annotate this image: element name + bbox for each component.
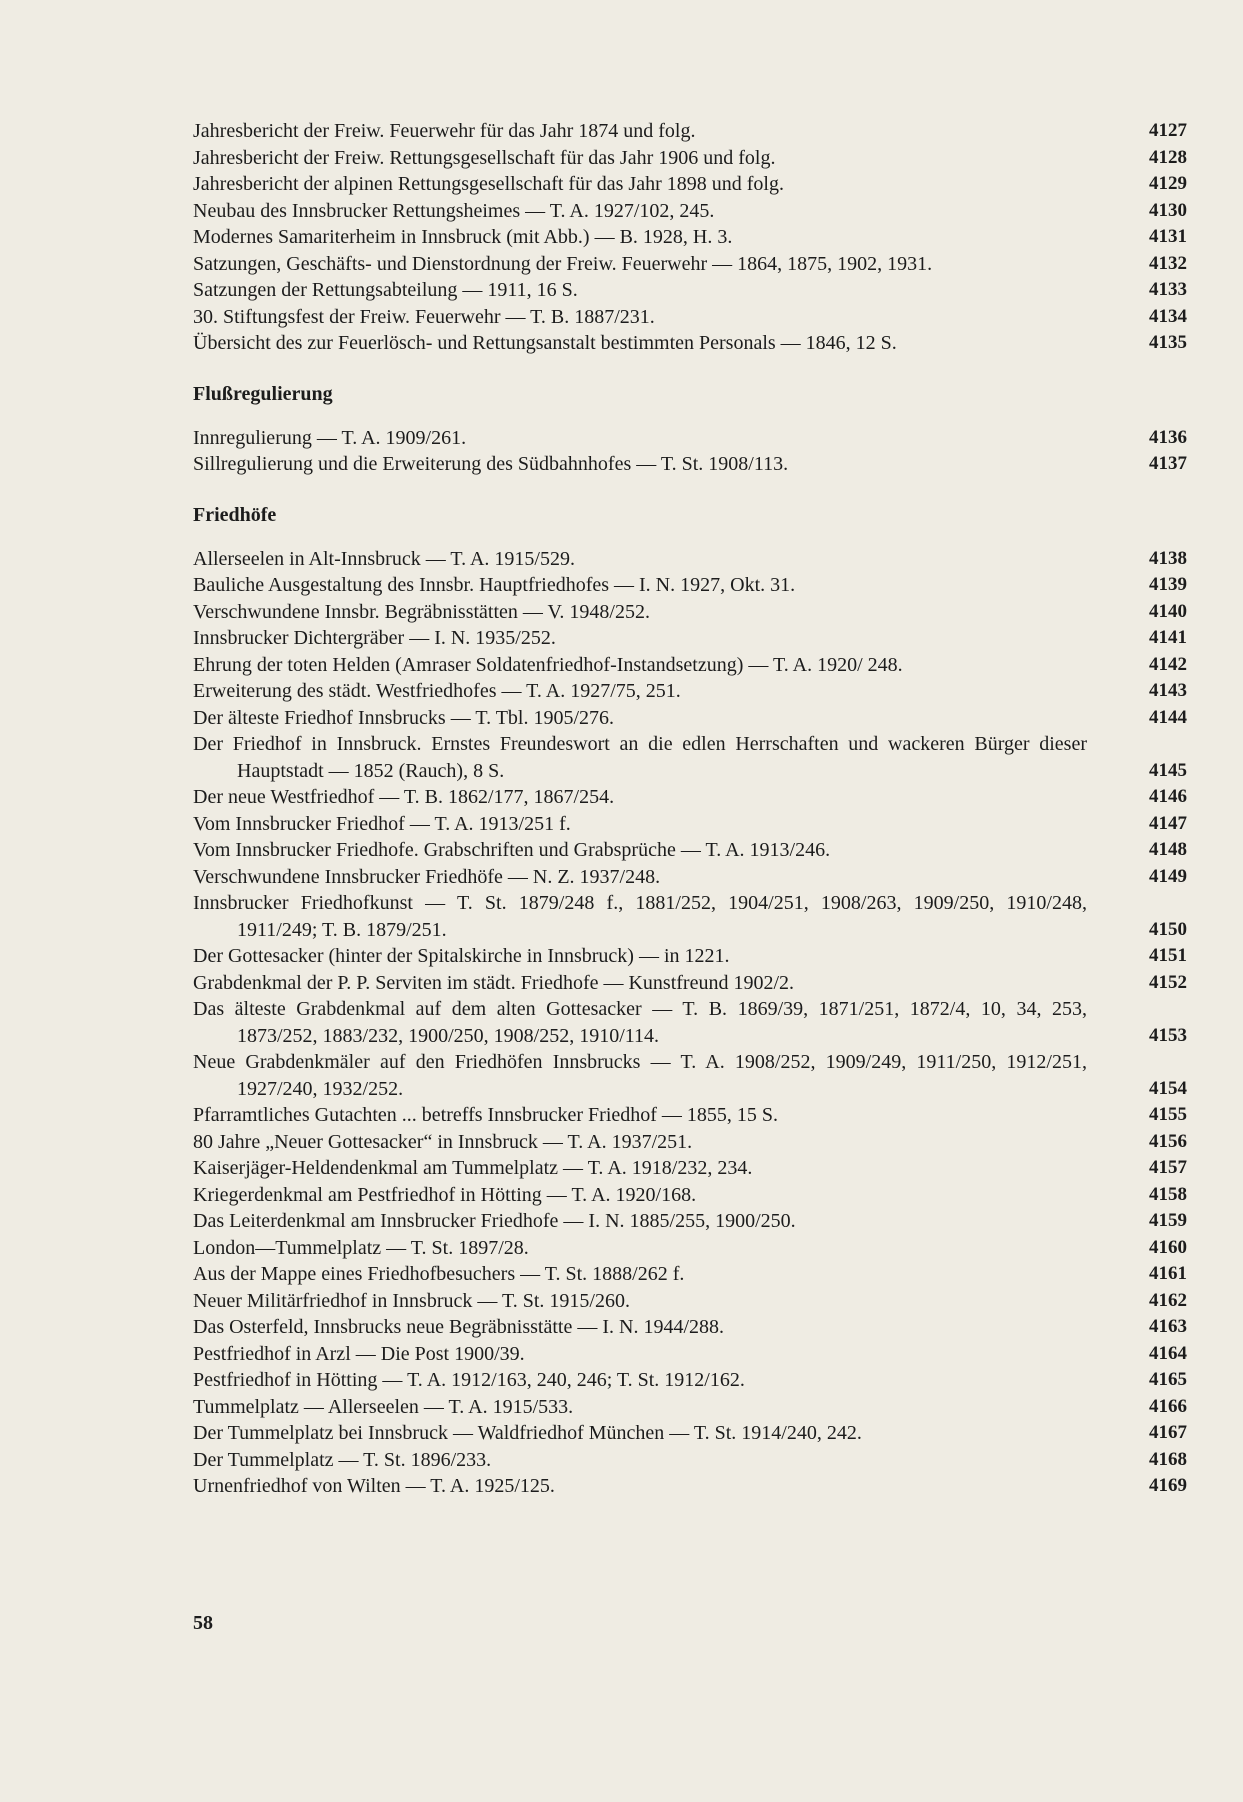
bibliography-entry <box>193 1208 1187 1235</box>
entry-number: 4158 <box>1149 1183 1187 1205</box>
entry-text: Verschwundene Innsbrucker Friedhöfe — N. Z. 1937/248. <box>193 865 661 888</box>
entry-number: 4146 <box>1149 786 1187 807</box>
entry-text: Sillregulierung und die Erweiterung des Südbahnhofes — T. St. 1908/113. <box>193 453 789 475</box>
entry-text: Bauliche Ausgestaltung des Innsbr. Hauptfriedhofes — I. N. 1927, Okt. 31. <box>193 574 796 596</box>
entry-number: 4138 <box>1149 547 1187 569</box>
bibliography-entry <box>193 837 1187 864</box>
entry-number: 4149 <box>1149 865 1187 887</box>
entry-text: Übersicht des zur Feuerlösch- und Rettungsanstalt bestimmten Personals — 1846, 12 S. <box>193 332 897 354</box>
entry-number: 4147 <box>1149 812 1187 834</box>
entry-number: 4133 <box>1149 279 1187 300</box>
bibliography-entry <box>193 890 1187 943</box>
entry-number: 4154 <box>1149 1077 1187 1099</box>
entry-text: Tummelplatz — Allerseelen — T. A. 1915/533. <box>193 1395 574 1418</box>
entry-number: 4164 <box>1149 1342 1187 1364</box>
bibliography-entry <box>193 705 1187 732</box>
entry-text: Modernes Samariterheim in Innsbruck (mit Abb.) — B. 1928, H. 3. <box>193 226 733 248</box>
bibliography-entry <box>193 145 1187 172</box>
entry-text: Das älteste Grabdenkmal auf dem alten Gottesacker — T. B. 1869/39, 1871/251, 1872/4, 10, 34, 253, 1873/252, 1883/232, 1900/250, 1908/252, 1910/114. <box>193 998 1087 1047</box>
bibliography-entry <box>193 996 1187 1049</box>
entry-text: Neue Grabdenkmäler auf den Friedhöfen Innsbrucks — T. A. 1908/252, 1909/249, 1911/250, 1912/251, 1927/240, 1932/252. <box>193 1051 1087 1100</box>
entry-text: Satzungen der Rettungsabteilung — 1911, 16 S. <box>193 279 578 301</box>
bibliography-entry <box>193 731 1187 784</box>
bibliography-entry <box>193 1288 1187 1315</box>
bibliography-entry <box>193 277 1187 304</box>
bibliography-entry <box>193 330 1187 357</box>
entry-text: Der Friedhof in Innsbruck. Ernstes Freundeswort an die edlen Herrschaften und wackeren Bürger dieser Hauptstadt — 1852 (Rauch), 8 S. <box>193 733 1087 782</box>
entry-text: Das Leiterdenkmal am Innsbrucker Friedhofe — I. N. 1885/255, 1900/250. <box>193 1210 796 1232</box>
bibliography-entry <box>193 864 1187 891</box>
entry-text: Kriegerdenkmal am Pestfriedhof in Hötting — T. A. 1920/168. <box>193 1183 697 1206</box>
entry-text: Der Tummelplatz bei Innsbruck — Waldfriedhof München — T. St. 1914/240, 242. <box>193 1422 862 1444</box>
entry-text: Erweiterung des städt. Westfriedhofes — T. A. 1927/75, 251. <box>193 680 681 702</box>
entry-text: Verschwundene Innsbr. Begräbnisstätten — V. 1948/252. <box>193 600 650 623</box>
bibliography-entry <box>193 1155 1187 1182</box>
entry-number: 4159 <box>1149 1210 1187 1231</box>
bibliography-entry <box>193 970 1187 997</box>
entry-text: London—Tummelplatz — T. St. 1897/28. <box>193 1236 529 1259</box>
bibliography-entry <box>193 1394 1187 1421</box>
entry-number: 4161 <box>1149 1263 1187 1284</box>
entry-number: 4129 <box>1149 173 1187 194</box>
entry-text: Das Osterfeld, Innsbrucks neue Begräbnisstätte — I. N. 1944/288. <box>193 1316 724 1338</box>
bibliography-entry <box>193 198 1187 225</box>
entry-text: Der Gottesacker (hinter der Spitalskirche in Innsbruck) — in 1221. <box>193 945 730 967</box>
section-heading: Flußregulierung <box>193 382 333 405</box>
entry-text: Der Tummelplatz — T. St. 1896/233. <box>193 1448 492 1471</box>
bibliography-entry <box>193 652 1187 679</box>
bibliography-entry <box>193 546 1187 573</box>
bibliography-entry <box>193 678 1187 705</box>
section-heading: Friedhöfe <box>193 503 277 526</box>
bibliography-entry <box>193 784 1187 811</box>
entry-text: Jahresbericht der alpinen Rettungsgesellschaft für das Jahr 1898 und folg. <box>193 173 784 195</box>
bibliography-entry <box>193 1235 1187 1262</box>
entry-number: 4136 <box>1149 426 1187 448</box>
entry-number: 4145 <box>1149 759 1187 781</box>
entry-number: 4142 <box>1149 653 1187 675</box>
bibliography-page <box>193 118 1187 1500</box>
entry-text: Pfarramtliches Gutachten ... betreffs Innsbrucker Friedhof — 1855, 15 S. <box>193 1104 779 1126</box>
entry-number: 4150 <box>1149 918 1187 940</box>
entry-number: 4148 <box>1149 839 1187 860</box>
bibliography-entry <box>193 1182 1187 1209</box>
bibliography-entry <box>193 1447 1187 1474</box>
entry-text: 30. Stiftungsfest der Freiw. Feuerwehr — T. B. 1887/231. <box>193 305 655 328</box>
bibliography-entry <box>193 1314 1187 1341</box>
bibliography-entry <box>193 625 1187 652</box>
bibliography-entry <box>193 304 1187 331</box>
entry-text: Ehrung der toten Helden (Amraser Soldatenfriedhof-Instandsetzung) — T. A. 1920/ 248. <box>193 653 903 676</box>
entry-number: 4165 <box>1149 1369 1187 1390</box>
entry-number: 4137 <box>1149 453 1187 474</box>
entry-text: Grabdenkmal der P. P. Serviten im städt. Friedhofe — Kunstfreund 1902/2. <box>193 971 795 994</box>
entry-number: 4156 <box>1149 1130 1187 1152</box>
entry-number: 4140 <box>1149 600 1187 622</box>
entry-number: 4167 <box>1149 1422 1187 1443</box>
bibliography-entry <box>193 1102 1187 1129</box>
entry-number: 4143 <box>1149 680 1187 701</box>
bibliography-entry <box>193 943 1187 970</box>
entry-text: Der neue Westfriedhof — T. B. 1862/177, 1867/254. <box>193 786 615 808</box>
bibliography-entry <box>193 425 1187 452</box>
entry-number: 4168 <box>1149 1448 1187 1470</box>
bibliography-entry <box>193 451 1187 478</box>
entry-number: 4139 <box>1149 574 1187 595</box>
bibliography-entry <box>193 1049 1187 1102</box>
entry-text: Pestfriedhof in Hötting — T. A. 1912/163, 240, 246; T. St. 1912/162. <box>193 1369 745 1391</box>
entry-number: 4127 <box>1149 120 1187 141</box>
entry-number: 4134 <box>1149 305 1187 327</box>
entry-number: 4141 <box>1149 627 1187 648</box>
entry-number: 4166 <box>1149 1395 1187 1417</box>
bibliography-entry <box>193 171 1187 198</box>
page-number: 58 <box>193 1612 213 1634</box>
entry-number: 4163 <box>1149 1316 1187 1337</box>
entry-text: Satzungen, Geschäfts- und Dienstordnung der Freiw. Feuerwehr — 1864, 1875, 1902, 1931. <box>193 252 933 275</box>
bibliography-entry <box>193 118 1187 145</box>
entry-text: Innsbrucker Friedhofkunst — T. St. 1879/248 f., 1881/252, 1904/251, 1908/263, 1909/250, 1910/248, 1911/249; T. B. 1879/251. <box>193 892 1087 941</box>
entry-text: Vom Innsbrucker Friedhofe. Grabschriften und Grabsprüche — T. A. 1913/246. <box>193 839 831 861</box>
entry-number: 4131 <box>1149 226 1187 247</box>
entry-text: Aus der Mappe eines Friedhofbesuchers — T. St. 1888/262 f. <box>193 1263 685 1285</box>
bibliography-entry <box>193 1420 1187 1447</box>
entry-text: Neubau des Innsbrucker Rettungsheimes — T. A. 1927/102, 245. <box>193 199 715 222</box>
entry-text: Jahresbericht der Freiw. Feuerwehr für das Jahr 1874 und folg. <box>193 120 696 142</box>
entry-text: Urnenfriedhof von Wilten — T. A. 1925/125. <box>193 1475 555 1497</box>
entry-number: 4160 <box>1149 1236 1187 1258</box>
entry-number: 4153 <box>1149 1024 1187 1046</box>
bibliography-entry <box>193 1341 1187 1368</box>
bibliography-entry <box>193 1367 1187 1394</box>
entry-text: 80 Jahre „Neuer Gottesacker“ in Innsbruck — T. A. 1937/251. <box>193 1130 693 1153</box>
entry-text: Pestfriedhof in Arzl — Die Post 1900/39. <box>193 1342 525 1365</box>
bibliography-entry <box>193 251 1187 278</box>
bibliography-entry <box>193 572 1187 599</box>
entry-number: 4155 <box>1149 1104 1187 1125</box>
entry-number: 4135 <box>1149 332 1187 353</box>
entry-number: 4152 <box>1149 971 1187 993</box>
entry-number: 4128 <box>1149 146 1187 168</box>
entry-number: 4162 <box>1149 1289 1187 1311</box>
entry-number: 4144 <box>1149 706 1187 728</box>
entry-text: Neuer Militärfriedhof in Innsbruck — T. St. 1915/260. <box>193 1289 630 1312</box>
entry-number: 4132 <box>1149 252 1187 274</box>
bibliography-entry <box>193 811 1187 838</box>
entry-text: Innregulierung — T. A. 1909/261. <box>193 426 467 449</box>
bibliography-entry <box>193 1473 1187 1500</box>
entry-number: 4157 <box>1149 1157 1187 1178</box>
entry-text: Vom Innsbrucker Friedhof — T. A. 1913/251 f. <box>193 812 571 835</box>
entry-text: Kaiserjäger-Heldendenkmal am Tummelplatz — T. A. 1918/232, 234. <box>193 1157 753 1179</box>
bibliography-entry <box>193 599 1187 626</box>
entry-text: Innsbrucker Dichtergräber — I. N. 1935/252. <box>193 627 556 649</box>
entry-number: 4169 <box>1149 1475 1187 1496</box>
entry-number: 4130 <box>1149 199 1187 221</box>
bibliography-entry <box>193 1261 1187 1288</box>
entry-text: Allerseelen in Alt-Innsbruck — T. A. 1915/529. <box>193 547 575 570</box>
bibliography-entry <box>193 1129 1187 1156</box>
entry-text: Jahresbericht der Freiw. Rettungsgesellschaft für das Jahr 1906 und folg. <box>193 146 776 169</box>
entry-number: 4151 <box>1149 945 1187 966</box>
entry-text: Der älteste Friedhof Innsbrucks — T. Tbl. 1905/276. <box>193 706 615 729</box>
bibliography-entry <box>193 224 1187 251</box>
